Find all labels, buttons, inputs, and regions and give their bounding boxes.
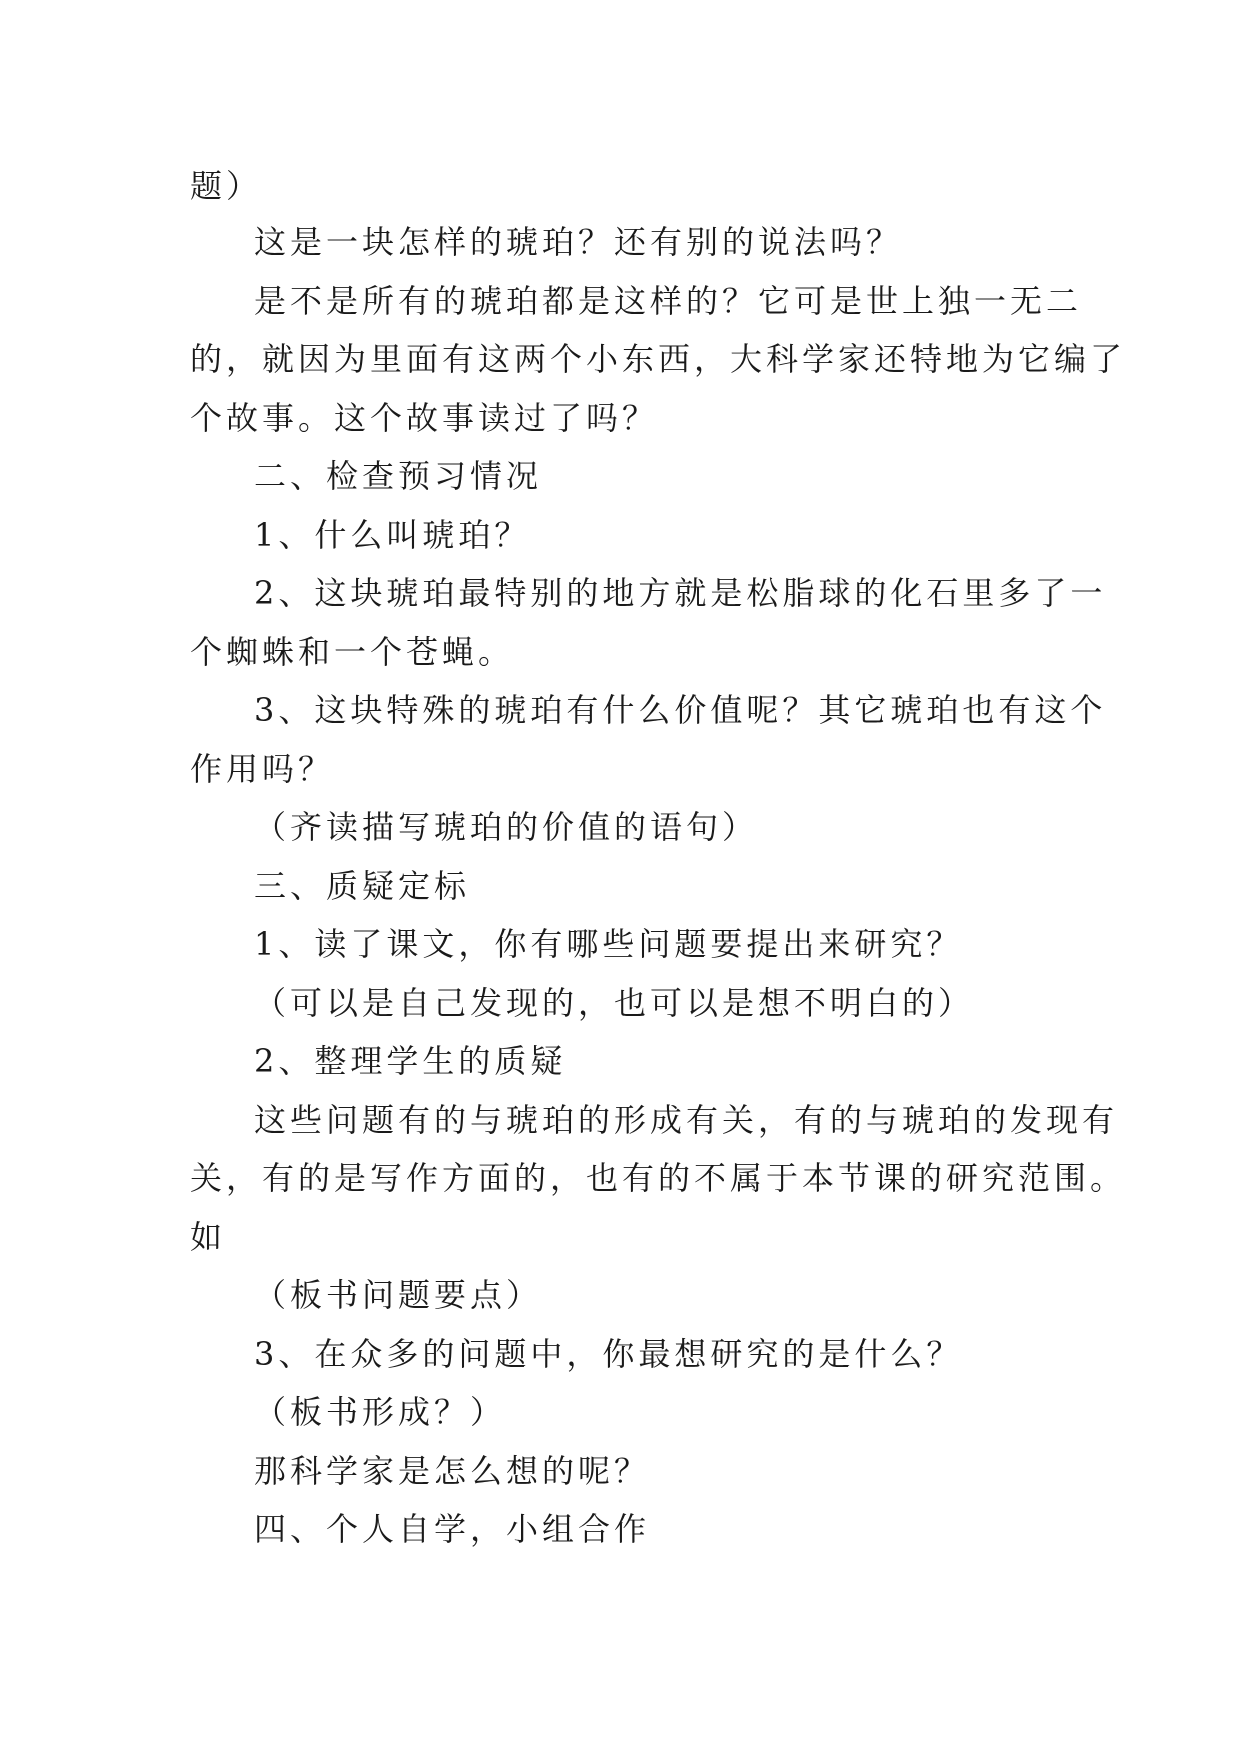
- text-line: 关，有的是写作方面的，也有的不属于本节课的研究范围。: [190, 1159, 1127, 1197]
- text-line: 题）: [190, 167, 263, 205]
- text-line: （齐读描写琥珀的价值的语句）: [254, 808, 759, 846]
- section-heading: 四、个人自学，小组合作: [254, 1510, 651, 1548]
- text-line: 2、这块琥珀最特别的地方就是松脂球的化石里多了一: [254, 574, 1107, 612]
- section-heading: 三、质疑定标: [254, 867, 471, 905]
- text-line: 3、这块特殊的琥珀有什么价值呢？其它琥珀也有这个: [254, 691, 1107, 729]
- text-line: 这些问题有的与琥珀的形成有关，有的与琥珀的发现有: [254, 1101, 1119, 1139]
- text-line: （板书问题要点）: [254, 1276, 543, 1314]
- text-line: 这是一块怎样的琥珀？还有别的说法吗？: [254, 223, 903, 261]
- text-line: 作用吗？: [190, 750, 335, 788]
- text-line: 1、读了课文，你有哪些问题要提出来研究？: [254, 925, 963, 963]
- text-line: 个蜘蛛和一个苍蝇。: [190, 633, 515, 671]
- text-line: 3、在众多的问题中，你最想研究的是什么？: [254, 1335, 963, 1373]
- section-heading: 二、检查预习情况: [254, 457, 543, 495]
- text-line: 是不是所有的琥珀都是这样的？它可是世上独一无二: [254, 282, 1083, 320]
- text-line: 个故事。这个故事读过了吗？: [190, 399, 659, 437]
- text-line: 的，就因为里面有这两个小东西，大科学家还特地为它编了: [190, 340, 1127, 378]
- text-line: （可以是自己发现的，也可以是想不明白的）: [254, 984, 975, 1022]
- text-line: （板书形成？）: [254, 1393, 507, 1431]
- text-line: 1、什么叫琥珀？: [254, 516, 531, 554]
- text-line: 那科学家是怎么想的呢？: [254, 1452, 651, 1490]
- text-line: 2、整理学生的质疑: [254, 1042, 567, 1080]
- text-line: 如: [190, 1218, 227, 1256]
